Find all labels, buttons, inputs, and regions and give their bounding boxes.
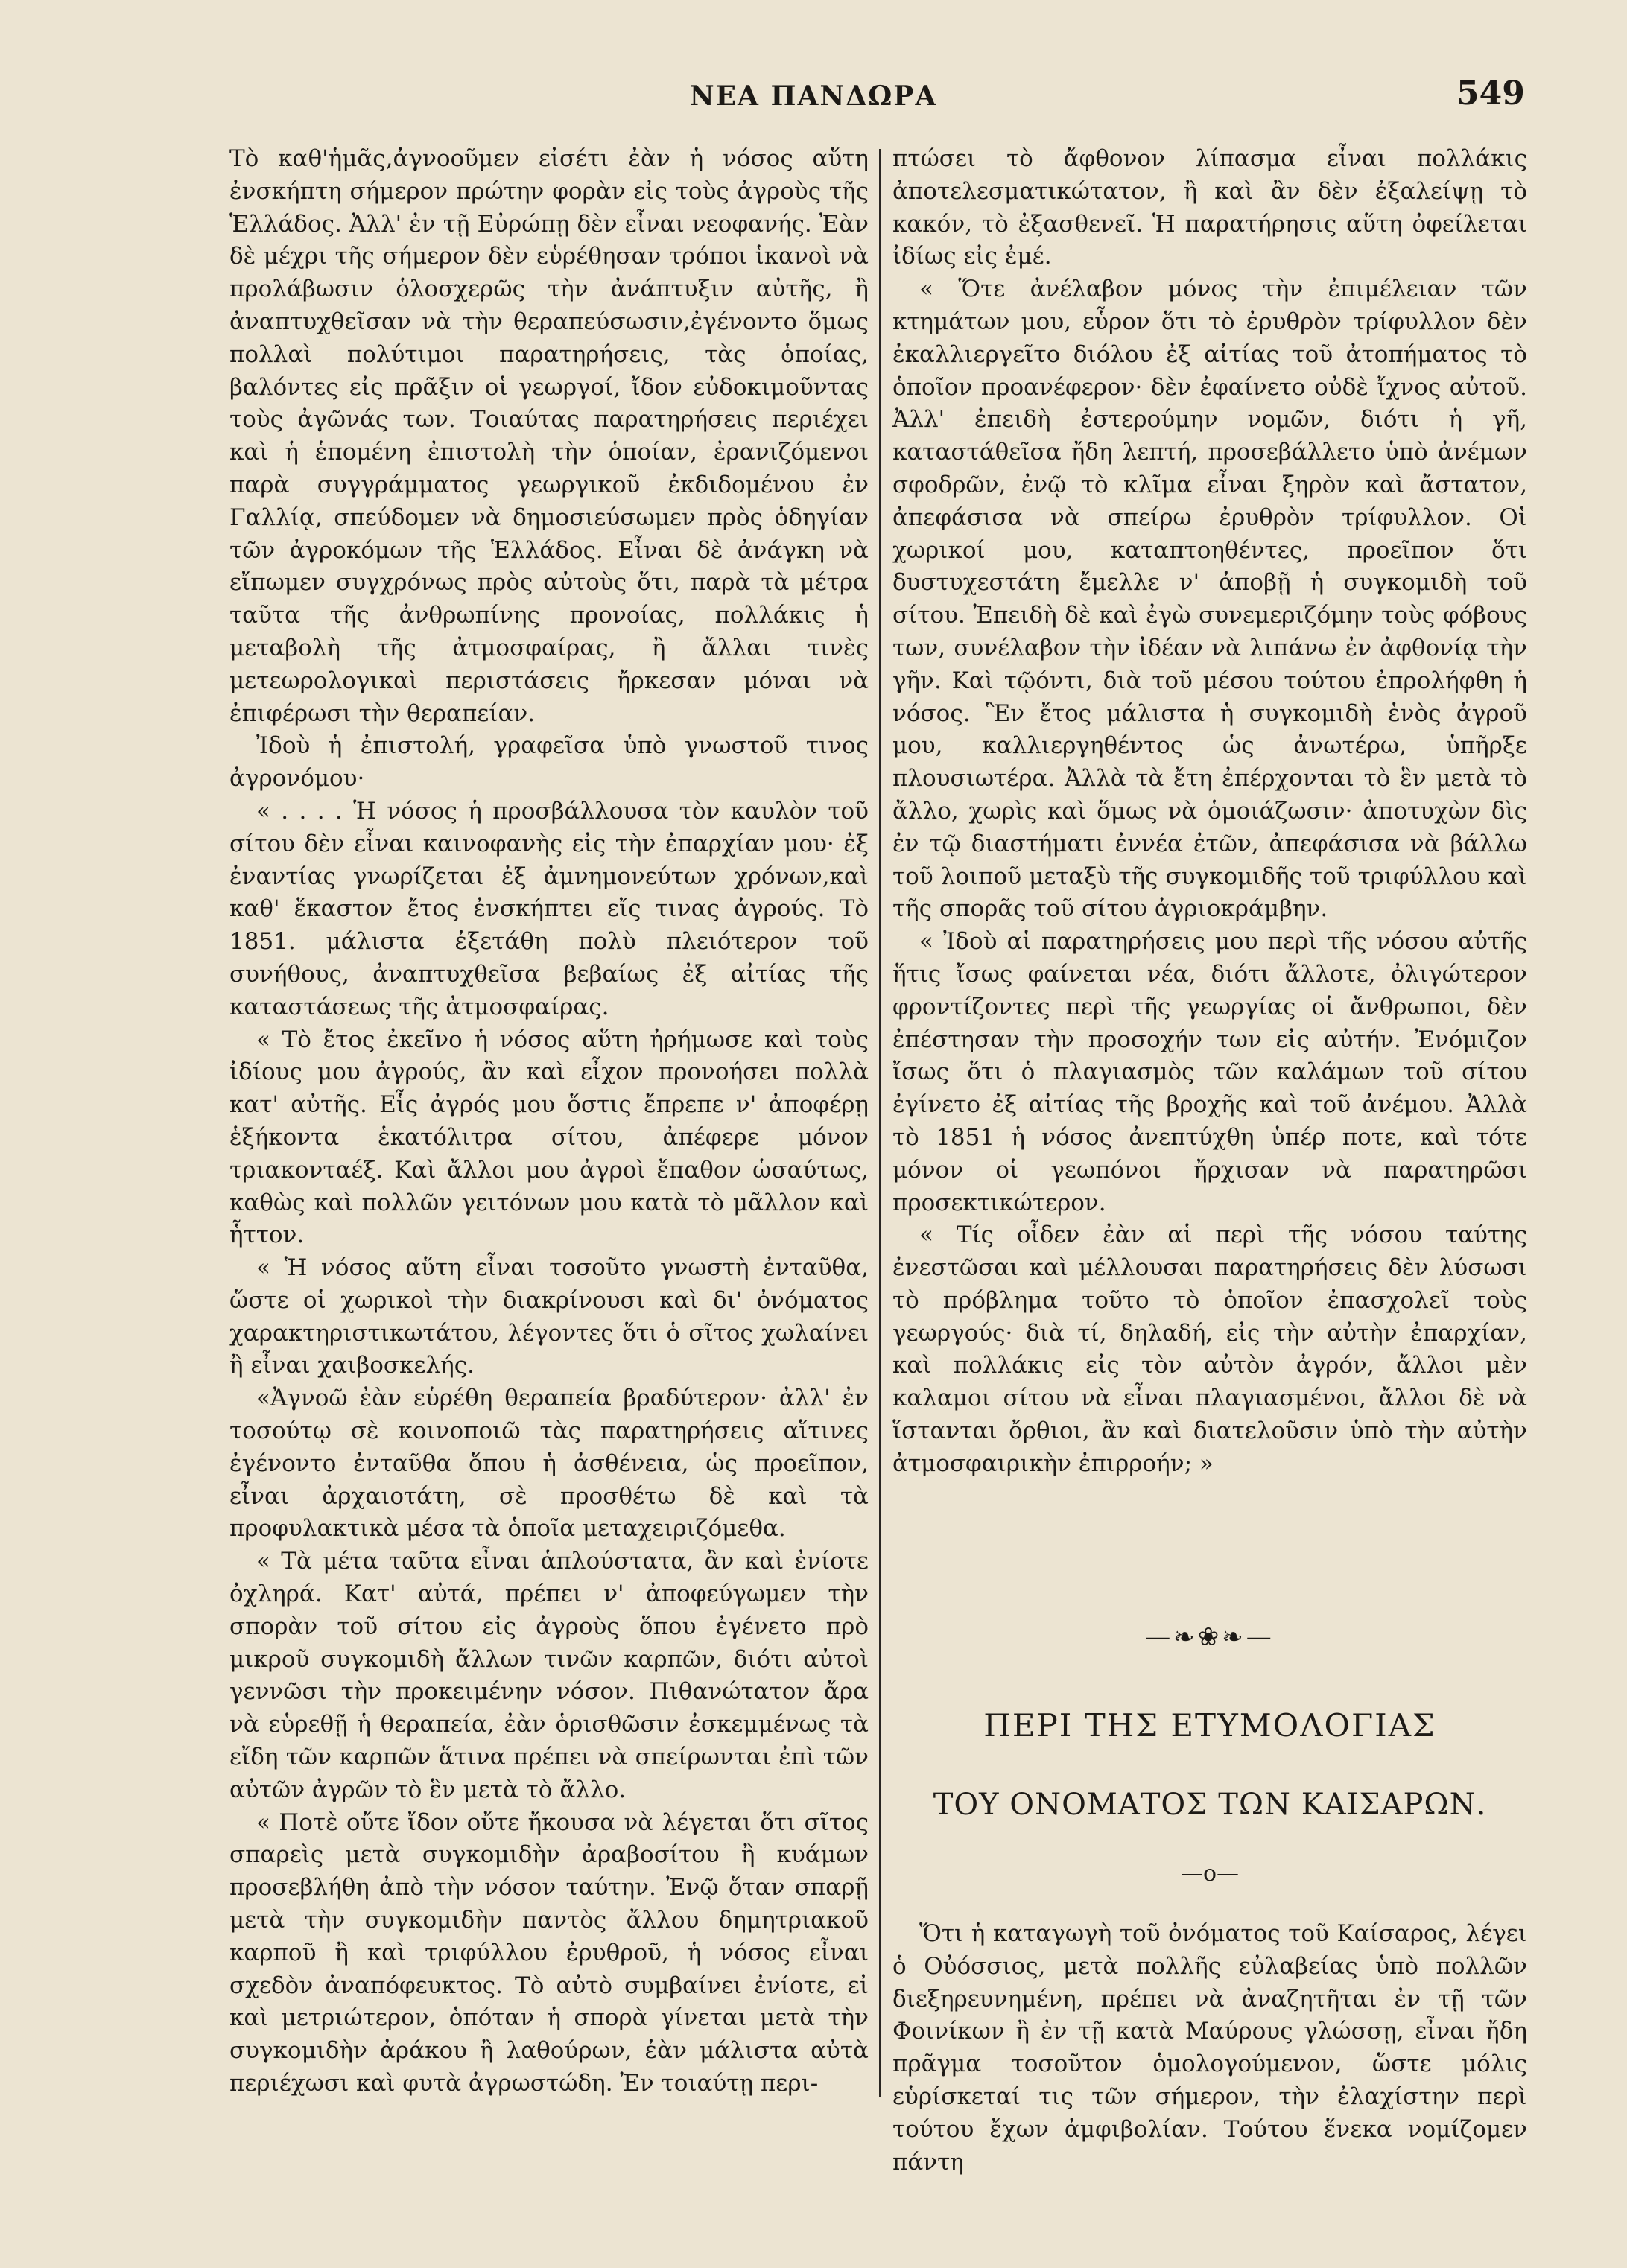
running-title: ΝΕΑ ΠΑΝΔΩΡΑ [689, 80, 938, 112]
section-separator: —o— [1180, 1861, 1240, 1887]
paragraph: «Ἀγνοῶ ἐὰν εὑρέθη θεραπεία βραδύτερον· ἀλλ' ἐν τοσούτῳ σὲ κοινοποιῶ τὰς παρατηρήσεις αἵτινες ἐγένοντο ἐνταῦθα ὅπου ἡ ἀσθένεια, ὡς προεῖπον, εἶναι ἀρχαιοτάτη, σὲ προσθέτω δὲ καὶ τὰ προφυλακτικὰ μέσα τὰ ὁποῖα μεταχειριζόμεθα. [229, 1385, 869, 1543]
ornament-divider: —❧❀❧— [1145, 1622, 1275, 1652]
column-divider [879, 149, 881, 2097]
paragraph: Τὸ καθ'ἡμᾶς,ἀγνοοῦμεν εἰσέτι ἐὰν ἡ νόσος αὕτη ἐνσκήπτη σήμερον πρώτην φορὰν εἰς τοὺς ἀγροὺς τῆς Ἑλλάδος. Ἀλλ' ἐν τῇ Εὐρώπῃ δὲν εἶναι νεοφανής. Ἐὰν δὲ μέχρι τῆς σήμερον δὲν εὑρέθησαν τρόποι ἱκανοὶ νὰ προλάβωσιν ὁλοσχερῶς τὴν ἀνάπτυξιν αὐτῆς, ἢ ἀναπτυχθεῖσαν νὰ τὴν θεραπεύσωσιν,ἐγένοντο ὅμως πολλαὶ πολύτιμοι παρατηρήσεις, τὰς ὁποίας, βαλόντες εἰς πρᾶξιν οἱ γεωργοί, ἴδον εὐδοκιμοῦντας τοὺς ἀγῶνάς των. Τοιαύτας παρατηρήσεις περιέχει καὶ ἡ ἑπομένη ἐπιστολὴ τὴν ὁποίαν, ἐρανιζόμενοι παρὰ συγγράμματος γεωργικοῦ ἐκδιδομένου ἐν Γαλλίᾳ, σπεύδομεν νὰ δημοσιεύσωμεν πρὸς ὁδηγίαν τῶν ἀγροκόμων τῆς Ἑλλάδος. Εἶναι δὲ ἀνάγκη νὰ εἴπωμεν συγχρόνως πρὸς αὐτοὺς ὅτι, παρὰ τὰ μέτρα ταῦτα τῆς ἀνθρωπίνης προνοίας, πολλάκις ἡ μεταβολὴ τῆς ἀτμοσφαίρας, ἢ ἄλλαι τινὲς μετεωρολογικαὶ περιστάσεις ἤρκεσαν μόναι νὰ ἐπιφέρωσι τὴν θεραπείαν. [229, 145, 869, 727]
paragraph: « Τίς οἶδεν ἐὰν αἱ περὶ τῆς νόσου ταύτης ἐνεστῶσαι καὶ μέλλουσαι παρατηρήσεις δὲν λύσωσι τὸ πρόβλημα τοῦτο τὸ ὁποῖον ἐπασχολεῖ τοὺς γεωργούς· διὰ τί, δηλαδή, εἰς τὴν αὐτὴν ἐπαρχίαν, καὶ πολλάκις εἰς τὸν αὐτὸν ἀγρόν, ἄλλοι μὲν καλαμοι σίτου νὰ εἶναι πλαγιασμένοι, ἄλλοι δὲ νὰ ἵστανται ὄρθιοι, ἂν καὶ διατελοῦσιν ὑπὸ τὴν αὐτὴν ἀτμοσφαιρικὴν ἐπιρροήν; » [892, 1222, 1527, 1477]
paragraph: « Ποτὲ οὔτε ἴδον οὔτε ἤκουσα νὰ λέγεται ὅτι σῖτος σπαρεὶς μετὰ συγκομιδὴν ἀραβοσίτου ἢ κυάμων προσεβλήθη ἀπὸ τὴν νόσον ταύτην. Ἐνῷ ὅταν σπαρῇ μετὰ τὴν συγκομιδὴν παντὸς ἄλλου δημητριακοῦ καρποῦ ἢ καὶ τριφύλλου ἐρυθροῦ, ἡ νόσος εἶναι σχεδὸν ἀναπόφευκτος. Τὸ αὐτὸ συμβαίνει ἐνίοτε, εἰ καὶ μετριώτερον, ὁπόταν ἡ σπορὰ γίνεται μετὰ τὴν συγκομιδὴν ἀράκου ἢ λαθούρων, ἐὰν μάλιστα αὐτὰ περιέχωσι καὶ φυτὰ ἀγρωστώδη. Ἐν τοιαύτῃ περι- [229, 1808, 869, 2097]
article-body [892, 1918, 1527, 2179]
paragraph: πτώσει τὸ ἄφθονον λίπασμα εἶναι πολλάκις ἀποτελεσματικώτατον, ἢ καὶ ἂν δὲν ἐξαλείψῃ τὸ κακόν, τὸ ἐξασθενεῖ. Ἡ παρατήρησις αὕτη ὀφείλεται ἰδίως εἰς ἐμέ. [892, 145, 1527, 270]
paragraph: « Τὰ μέτα ταῦτα εἶναι ἁπλούστατα, ἂν καὶ ἐνίοτε ὀχληρά. Κατ' αὐτά, πρέπει ν' ἀποφεύγωμεν τὴν σπορὰν τοῦ σίτου εἰς ἀγροὺς ὅπου ἐγένετο πρὸ μικροῦ συγκομιδὴ ἄλλων τινῶν καρπῶν, διότι αὐτοὶ γεννῶσι τὴν προκειμένην νόσον. Πιθανώτατον ἄρα νὰ εὑρεθῇ ἡ θεραπεία, ἐὰν ὁρισθῶσιν ἐσκεμμένως τὰ εἴδη τῶν καρπῶν ἅτινα πρέπει νὰ σπείρωνται ἐπὶ τῶν αὐτῶν ἀγρῶν τὸ ἓν μετὰ τὸ ἄλλο. [229, 1548, 869, 1803]
left-column [229, 143, 869, 2100]
page-number: 549 [1456, 74, 1525, 112]
section-title: ΠΕΡΙ ΤΗΣ ΕΤΥΜΟΛΟΓΙΑΣ [983, 1707, 1436, 1744]
paragraph: Ὅτι ἡ καταγωγὴ τοῦ ὀνόματος τοῦ Καίσαρος, λέγει ὁ Οὐόσσιος, μετὰ πολλῆς εὐλαβείας ὑπὸ πολλῶν διεξηρευνημένη, πρέπει νὰ ἀναζητῆται ἐν τῇ τῶν Φοινίκων ἢ ἐν τῇ κατὰ Μαύρους γλώσσῃ, εἶναι ἤδη πρᾶγμα τοσοῦτον ὁμολογούμενον, ὥστε μόλις εὑρίσκεταί τις τῶν σήμερον, τὴν ἐλαχίστην περὶ τούτου ἔχων ἀμφιβολίαν. Τούτου ἕνεκα νομίζομεν πάντη [892, 1920, 1527, 2176]
paragraph: « . . . . Ἡ νόσος ἡ προσβάλλουσα τὸν καυλὸν τοῦ σίτου δὲν εἶναι καινοφανὴς εἰς τὴν ἐπαρχίαν μου· ἐξ ἐναντίας γνωρίζεται ἐξ ἀμνημονεύτων χρόνων,καὶ καθ' ἕκαστον ἔτος ἐνσκήπτει εἴς τινας ἀγρούς. Τὸ 1851. μάλιστα ἐξετάθη πολὺ πλειότερον τοῦ συνήθους, ἀναπτυχθεῖσα βεβαίως ἐξ αἰτίας τῆς καταστάσεως τῆς ἀτμοσφαίρας. [229, 797, 869, 1020]
right-column [892, 143, 1527, 1481]
paragraph: « Τὸ ἔτος ἐκεῖνο ἡ νόσος αὕτη ἠρήμωσε καὶ τοὺς ἰδίους μου ἀγρούς, ἂν καὶ εἶχον προνοήσει πολλὰ κατ' αὐτῆς. Εἷς ἀγρός μου ὅστις ἔπρεπε ν' ἀποφέρῃ ἑξήκοντα ἑκατόλιτρα σίτου, ἀπέφερε μόνον τριακονταέξ. Καὶ ἄλλοι μου ἀγροὶ ἔπαθον ὡσαύτως, καθὼς καὶ πολλῶν γειτόνων μου κατὰ τὸ μᾶλλον καὶ ἧττον. [229, 1026, 869, 1249]
section-subtitle: ΤΟΥ ΟΝΟΜΑΤΟΣ ΤΩΝ ΚΑΙΣΑΡΩΝ. [933, 1788, 1487, 1822]
paragraph: « Ἡ νόσος αὕτη εἶναι τοσοῦτο γνωστὴ ἐνταῦθα, ὥστε οἱ χωρικοὶ τὴν διακρίνουσι καὶ δι' ὀνόματος χαρακτηριστικωτάτου, λέγοντες ὅτι ὁ σῖτος χωλαίνει ἢ εἶναι χαιβοσκελής. [229, 1254, 869, 1379]
paragraph: « Ὅτε ἀνέλαβον μόνος τὴν ἐπιμέλειαν τῶν κτημάτων μου, εὗρον ὅτι τὸ ἐρυθρὸν τρίφυλλον δὲν ἐκαλλιεργεῖτο διόλου ἐξ αἰτίας τοῦ ἀτοπήματος τὸ ὁποῖον προανέφερον· δὲν ἐφαίνετο οὐδὲ ἴχνος αὐτοῦ. Ἀλλ' ἐπειδὴ ἐστερούμην νομῶν, διότι ἡ γῆ, καταστάθεῖσα ἤδη λεπτή, προσεβάλλετο ὑπὸ ἀνέμων σφοδρῶν, ἐνῷ τὸ κλῖμα εἶναι ξηρὸν καὶ ἄστατον, ἀπεφάσισα νὰ σπείρω ἐρυθρὸν τρίφυλλον. Οἱ χωρικοί μου, καταπτοηθέντες, προεῖπον ὅτι δυστυχεστάτη ἔμελλε ν' ἀποβῇ ἡ συγκομιδὴ τοῦ σίτου. Ἐπειδὴ δὲ καὶ ἐγὼ συνεμεριζόμην τοὺς φόβους των, συνέλαβον τὴν ἰδέαν νὰ λιπάνω ἐν ἀφθονίᾳ τὴν γῆν. Καὶ τῷόντι, διὰ τοῦ μέσου τούτου ἐπρολήφθη ἡ νόσος. Ἓν ἔτος μάλιστα ἡ συγκομιδὴ ἑνὸς ἀγροῦ μου, καλλιεργηθέντος ὡς ἀνωτέρω, ὑπῆρξε πλουσιωτέρα. Ἀλλὰ τὰ ἔτη ἐπέρχονται τὸ ἓν μετὰ τὸ ἄλλο, χωρὶς καὶ ὅμως νὰ ὁμοιάζωσιν· ἀποτυχὼν δὶς ἐν τῷ διαστήματι ἐννέα ἐτῶν, ἀπεφάσισα νὰ βάλλω τοῦ λοιποῦ μεταξὺ τῆς συγκομιδῆς τοῦ τριφύλλου καὶ τῆς σπορᾶς τοῦ σίτου ἀγριοκράμβην. [892, 276, 1527, 923]
paragraph: Ἰδοὺ ἡ ἐπιστολή, γραφεῖσα ὑπὸ γνωστοῦ τινος ἀγρονόμου· [229, 732, 869, 792]
paragraph: « Ἰδοὺ αἱ παρατηρήσεις μου περὶ τῆς νόσου αὐτῆς ἥτις ἴσως φαίνεται νέα, διότι ἄλλοτε, ὀλιγώτερον φροντίζοντες περὶ τῆς γεωργίας οἱ ἄνθρωποι, δὲν ἐπέστησαν τὴν προσοχήν των εἰς αὐτήν. Ἐνόμιζον ἴσως ὅτι ὁ πλαγιασμὸς τῶν καλάμων τοῦ σίτου ἐγίνετο ἐξ αἰτίας τῆς βροχῆς καὶ τοῦ ἀνέμου. Ἀλλὰ τὸ 1851 ἡ νόσος ἀνεπτύχθη ὑπέρ ποτε, καὶ τότε μόνον οἱ γεωπόνοι ἤρχισαν νὰ παρατηρῶσι προσεκτικώτερον. [892, 928, 1527, 1216]
